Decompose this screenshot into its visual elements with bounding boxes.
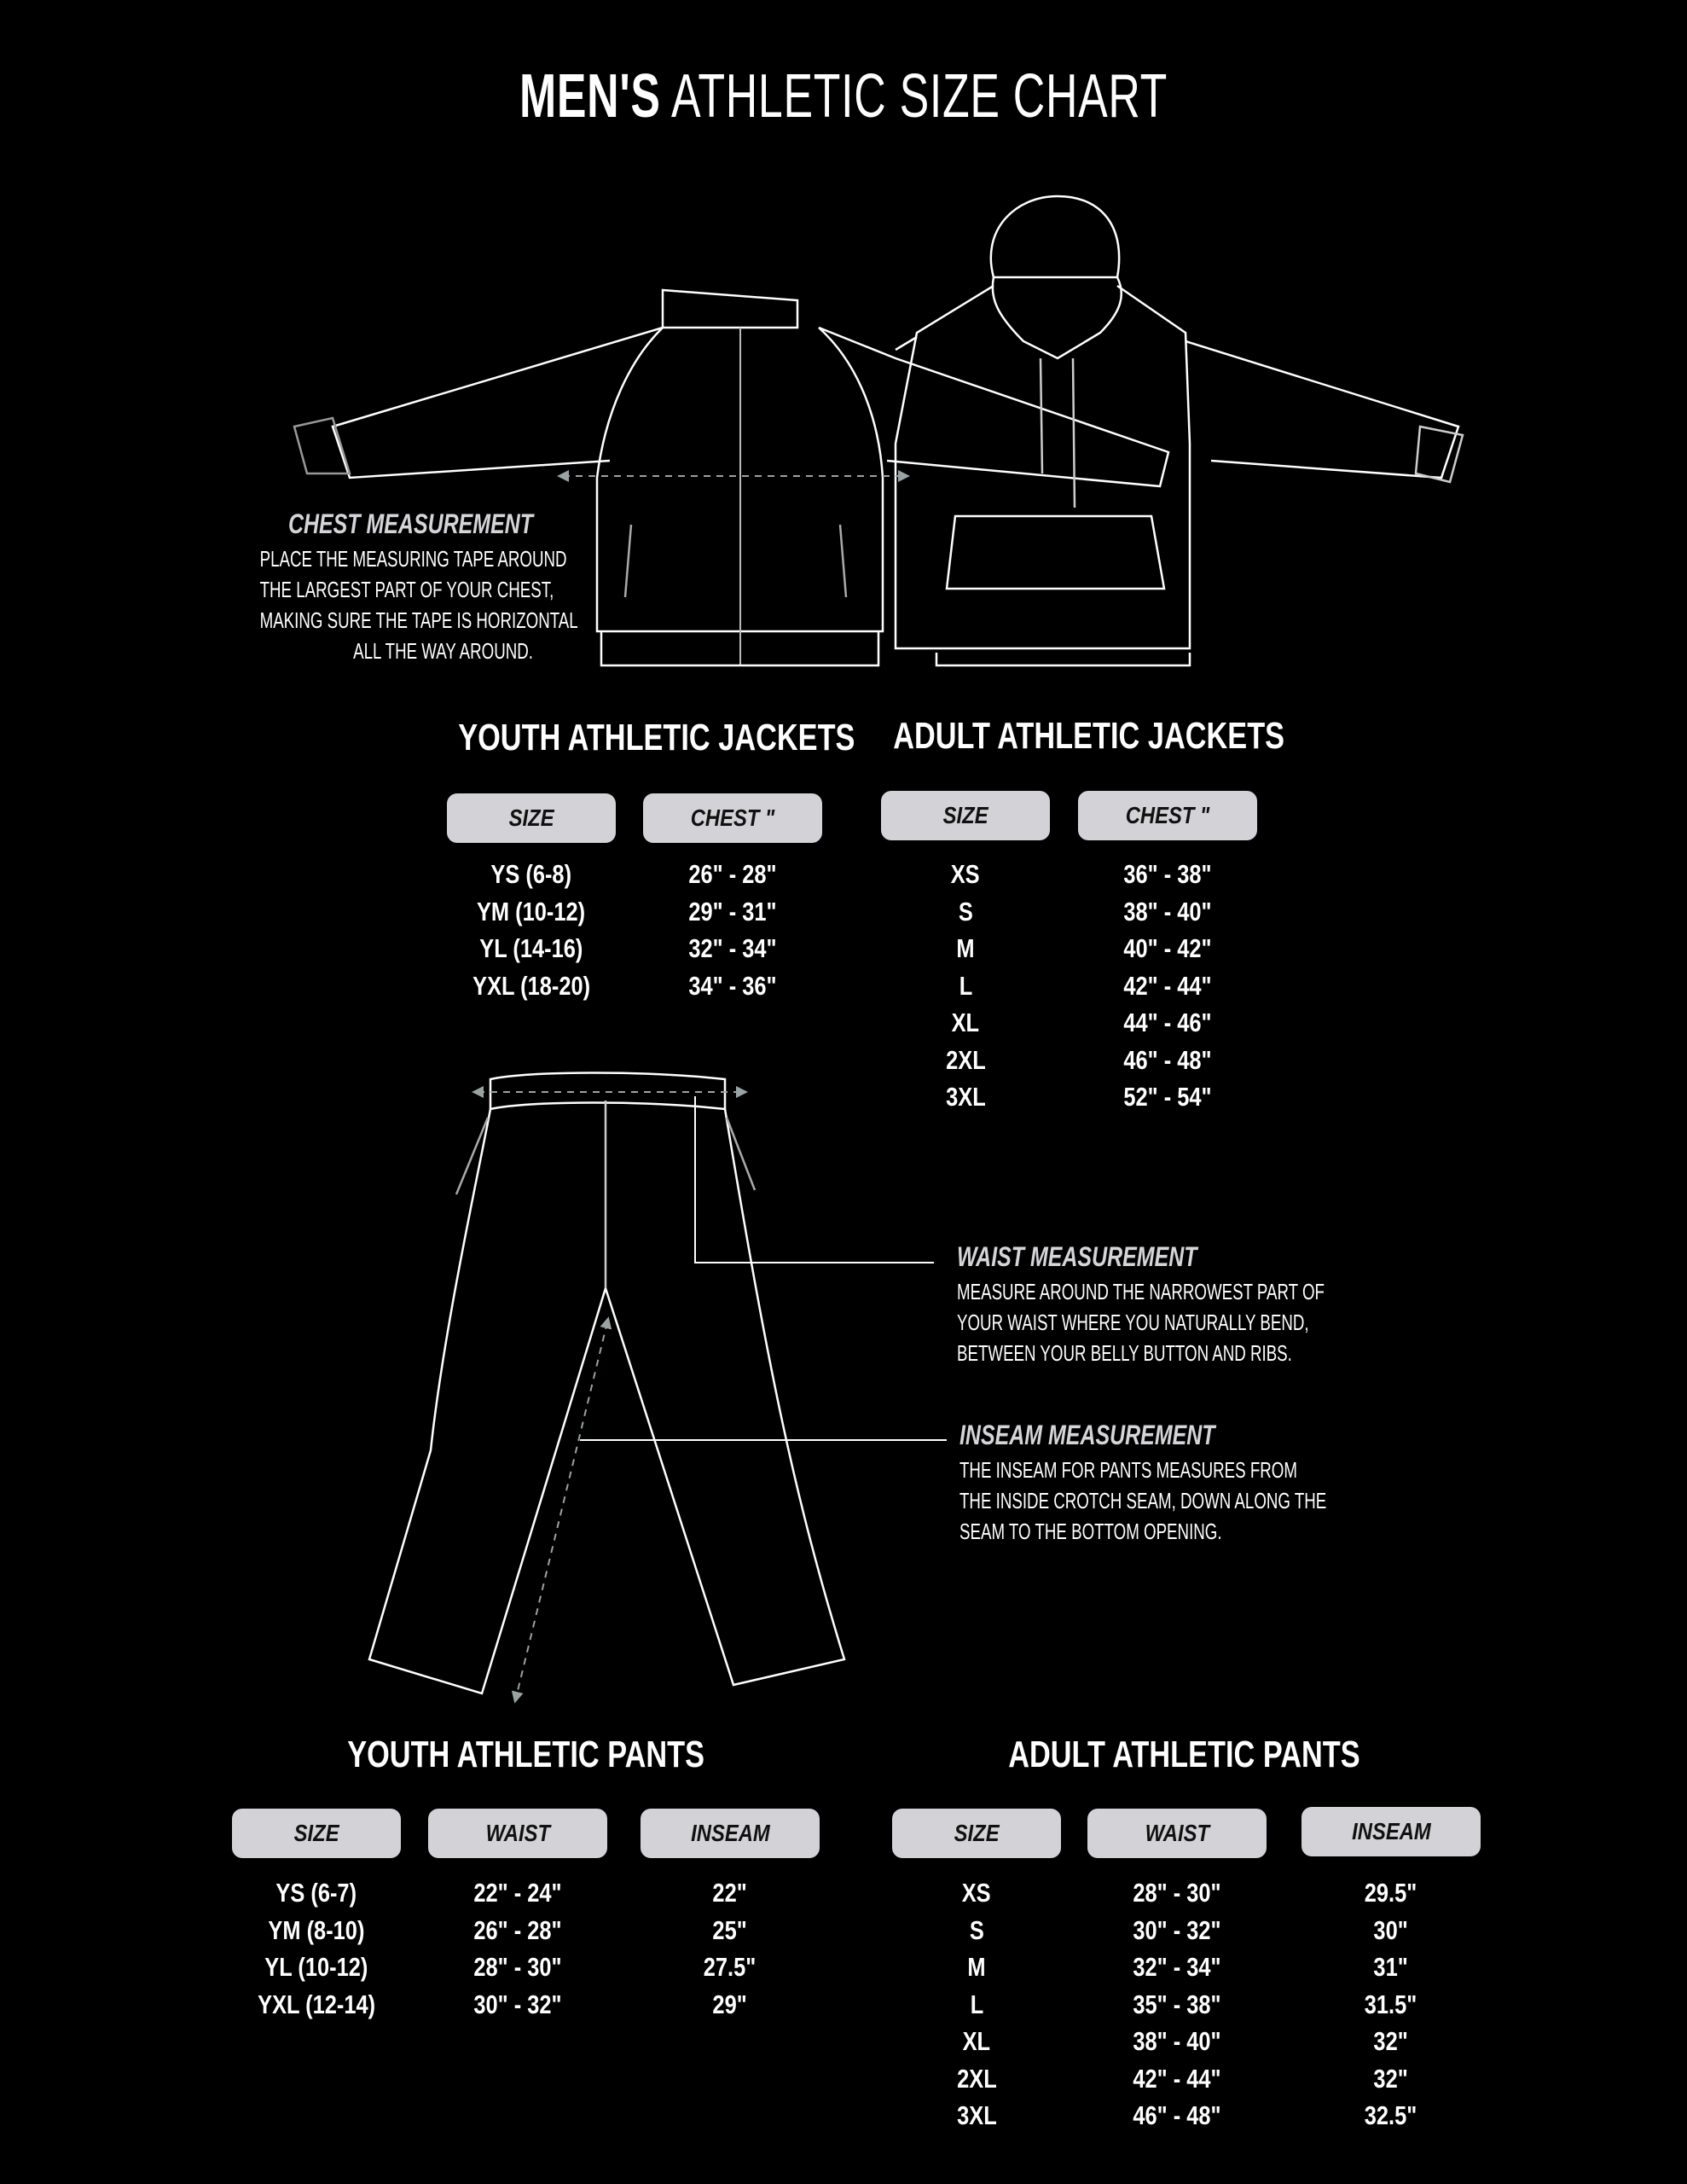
cell-text: 3XL	[956, 2100, 997, 2130]
cell-text: 38" - 40"	[1123, 896, 1212, 926]
cell-text: XS	[962, 1878, 991, 1908]
cell-text: 3XL	[945, 1082, 986, 1112]
cell-text: WAIST	[485, 1820, 550, 1846]
inseam-note	[959, 1420, 1471, 1547]
cell-text: 26" - 28"	[473, 1914, 562, 1945]
cell-text: L	[959, 970, 972, 1001]
waist-note-line: BETWEEN YOUR BELLY BUTTON AND RIBS.	[957, 1340, 1292, 1366]
table-cell	[1301, 1874, 1481, 1912]
adult-pants-inseam-col	[1301, 1874, 1481, 2135]
cell-text: 30" - 32"	[1133, 1914, 1221, 1945]
cell-text: 42" - 44"	[1123, 970, 1212, 1001]
table-cell	[232, 1874, 401, 1912]
table-cell	[1301, 2097, 1481, 2135]
adult-pants-waist-header	[1087, 1809, 1267, 1858]
cell-text: XS	[951, 859, 980, 889]
table-cell	[881, 856, 1050, 893]
table-cell	[641, 1949, 820, 1986]
inseam-note-line: THE INSIDE CROTCH SEAM, DOWN ALONG THE	[959, 1488, 1327, 1513]
table-cell	[232, 1986, 401, 2024]
chest-note-title: CHEST MEASUREMENT	[287, 508, 533, 539]
cell-text: 32"	[1373, 2026, 1409, 2056]
waist-note	[957, 1241, 1469, 1368]
youth-pants-title: YOUTH ATHLETIC PANTS	[347, 1734, 705, 1775]
youth-jackets-chest-header	[643, 793, 822, 843]
cell-text: 44" - 46"	[1123, 1008, 1212, 1037]
table-cell	[428, 1912, 607, 1949]
table-cell	[881, 1042, 1050, 1079]
table-cell	[892, 1986, 1061, 2024]
cell-text: INSEAM	[1351, 1818, 1431, 1844]
table-cell	[881, 967, 1050, 1005]
table-cell	[232, 1949, 401, 1986]
cell-text: 36" - 38"	[1123, 859, 1212, 889]
youth-jackets-title: YOUTH ATHLETIC JACKETS	[458, 717, 855, 758]
waist-note-line: YOUR WAIST WHERE YOU NATURALLY BEND,	[957, 1310, 1309, 1335]
table-cell	[881, 930, 1050, 967]
youth-pants-waist-header	[428, 1809, 607, 1858]
cell-text: L	[970, 1989, 983, 2019]
table-cell	[1078, 893, 1257, 931]
table-cell	[428, 1986, 607, 2024]
cell-text: YS (6-8)	[490, 859, 572, 889]
cell-text: 26" - 28"	[688, 859, 777, 889]
table-cell	[643, 967, 822, 1005]
cell-text: 32" - 34"	[688, 933, 777, 963]
adult-jackets-size-col	[881, 856, 1050, 1116]
table-cell	[447, 856, 616, 893]
youth-pants-size-header	[232, 1809, 401, 1858]
table-cell	[643, 893, 822, 931]
cell-text: INSEAM	[690, 1820, 770, 1846]
adult-pants-size-header	[892, 1809, 1061, 1858]
table-cell	[1301, 1949, 1481, 1986]
youth-pants-inseam-header	[641, 1809, 820, 1858]
youth-jackets-chest-col	[643, 856, 822, 1004]
cell-text: 27.5"	[704, 1952, 757, 1982]
cell-text: CHEST "	[690, 804, 775, 831]
cell-text: 31.5"	[1365, 1989, 1417, 2019]
chest-note-line: PLACE THE MEASURING TAPE AROUND	[259, 546, 567, 572]
cell-text: 32"	[1373, 2063, 1409, 2094]
table-cell	[1078, 856, 1257, 893]
table-cell	[232, 1912, 401, 1949]
table-cell	[1087, 1986, 1267, 2024]
cell-text: SIZE	[954, 1820, 1000, 1846]
cell-text: 29" - 31"	[688, 896, 777, 926]
table-cell	[641, 1874, 820, 1912]
inseam-note-title: INSEAM MEASUREMENT	[959, 1420, 1215, 1450]
table-cell	[1078, 1042, 1257, 1079]
table-cell	[428, 1949, 607, 1986]
chest-note-line: THE LARGEST PART OF YOUR CHEST,	[259, 577, 554, 602]
cell-text: 32" - 34"	[1133, 1952, 1221, 1982]
cell-text: 35" - 38"	[1133, 1989, 1221, 2019]
cell-text: S	[958, 896, 973, 926]
cell-text: XL	[951, 1008, 980, 1037]
waist-note-title: WAIST MEASUREMENT	[957, 1241, 1197, 1272]
youth-pants-inseam-col	[641, 1874, 820, 2023]
cell-text: 38" - 40"	[1133, 2026, 1221, 2056]
chest-note-line: MAKING SURE THE TAPE IS HORIZONTAL	[259, 607, 578, 633]
cell-text: 22"	[712, 1878, 748, 1908]
cell-text: 22" - 24"	[473, 1878, 562, 1908]
table-cell	[1301, 2060, 1481, 2098]
cell-text: XL	[962, 2026, 991, 2056]
cell-text: M	[967, 1952, 986, 1982]
waist-note-body	[957, 1276, 1325, 1368]
table-cell	[1087, 1912, 1267, 1949]
table-cell	[881, 1078, 1050, 1116]
table-cell	[1301, 2023, 1481, 2060]
waist-leader-line	[695, 1096, 934, 1263]
inseam-note-line: SEAM TO THE BOTTOM OPENING.	[959, 1519, 1222, 1544]
inseam-note-line: THE INSEAM FOR PANTS MEASURES FROM	[959, 1457, 1297, 1483]
adult-jackets-title: ADULT ATHLETIC JACKETS	[893, 715, 1285, 757]
table-cell	[447, 930, 616, 967]
inseam-note-body	[959, 1455, 1328, 1547]
cell-text: SIZE	[293, 1820, 339, 1846]
table-cell	[892, 2097, 1061, 2135]
cell-text: YXL (18-20)	[472, 970, 590, 1001]
table-cell	[892, 2060, 1061, 2098]
adult-jackets-chest-header	[1078, 791, 1257, 840]
cell-text: 52" - 54"	[1123, 1082, 1212, 1112]
cell-text: M	[956, 933, 975, 963]
pants-illustration	[369, 1073, 844, 1694]
adult-pants-waist-col	[1087, 1874, 1267, 2135]
cell-text: 42" - 44"	[1133, 2063, 1221, 2094]
table-cell	[428, 1874, 607, 1912]
table-cell	[643, 930, 822, 967]
table-cell	[643, 856, 822, 893]
chest-note-line: ALL THE WAY AROUND.	[353, 638, 533, 664]
youth-jackets-size-header	[447, 793, 616, 843]
adult-jackets-chest-col	[1078, 856, 1257, 1116]
table-cell	[1087, 2060, 1267, 2098]
cell-text: YL (14-16)	[479, 933, 583, 963]
cell-text: 25"	[712, 1914, 748, 1945]
cell-text: 40" - 42"	[1123, 933, 1212, 963]
cell-text: YM (10-12)	[477, 896, 586, 926]
hoodie-illustration	[896, 196, 1463, 665]
youth-pants-waist-col	[428, 1874, 607, 2023]
table-cell	[881, 893, 1050, 931]
cell-text: YL (10-12)	[264, 1952, 368, 1982]
table-cell	[1078, 967, 1257, 1005]
table-cell	[892, 1912, 1061, 1949]
table-cell	[1078, 930, 1257, 967]
cell-text: 30" - 32"	[473, 1989, 562, 2019]
cell-text: 29"	[712, 1989, 748, 2019]
adult-pants-size-col	[892, 1874, 1061, 2135]
table-cell	[1087, 1874, 1267, 1912]
cell-text: 29.5"	[1365, 1878, 1417, 1908]
inseam-measure-line	[516, 1322, 607, 1698]
table-cell	[447, 967, 616, 1005]
chest-note	[154, 508, 578, 666]
cell-text: 30"	[1373, 1914, 1409, 1945]
youth-pants-size-col	[232, 1874, 401, 2023]
cell-text: 28" - 30"	[473, 1952, 562, 1982]
adult-pants-title: ADULT ATHLETIC PANTS	[1008, 1734, 1360, 1775]
chest-note-body	[259, 543, 578, 666]
cell-text: 46" - 48"	[1123, 1044, 1212, 1075]
cell-text: YM (8-10)	[268, 1914, 365, 1945]
table-cell	[881, 1004, 1050, 1042]
cell-text: CHEST "	[1125, 802, 1210, 828]
cell-text: 46" - 48"	[1133, 2100, 1221, 2130]
cell-text: 28" - 30"	[1133, 1878, 1221, 1908]
table-cell	[892, 2023, 1061, 2060]
cell-text: S	[969, 1914, 984, 1945]
cell-text: 32.5"	[1365, 2100, 1417, 2130]
table-cell	[1087, 2097, 1267, 2135]
table-cell	[1087, 2023, 1267, 2060]
table-cell	[641, 1986, 820, 2024]
table-cell	[1087, 1949, 1267, 1986]
adult-pants-inseam-header	[1301, 1807, 1481, 1856]
cell-text: SIZE	[942, 802, 988, 828]
title-bold: MEN'S	[519, 62, 661, 131]
adult-jackets-size-header	[881, 791, 1050, 840]
cell-text: 34" - 36"	[688, 970, 777, 1001]
table-cell	[1301, 1912, 1481, 1949]
table-cell	[1301, 1986, 1481, 2024]
waist-note-line: MEASURE AROUND THE NARROWEST PART OF	[957, 1279, 1325, 1304]
table-cell	[1078, 1004, 1257, 1042]
cell-text: YXL (12-14)	[258, 1989, 375, 2019]
youth-jackets-size-col	[447, 856, 616, 1004]
cell-text: 2XL	[945, 1044, 986, 1075]
title-rest: ATHLETIC SIZE CHART	[670, 62, 1168, 131]
cell-text: YS (6-7)	[275, 1878, 357, 1908]
cell-text: 2XL	[956, 2063, 997, 2094]
table-cell	[1078, 1078, 1257, 1116]
cell-text: 31"	[1373, 1952, 1409, 1982]
cell-text: WAIST	[1145, 1820, 1209, 1846]
table-cell	[892, 1874, 1061, 1912]
table-cell	[641, 1912, 820, 1949]
table-cell	[447, 893, 616, 931]
table-cell	[892, 1949, 1061, 1986]
cell-text: SIZE	[508, 804, 554, 831]
